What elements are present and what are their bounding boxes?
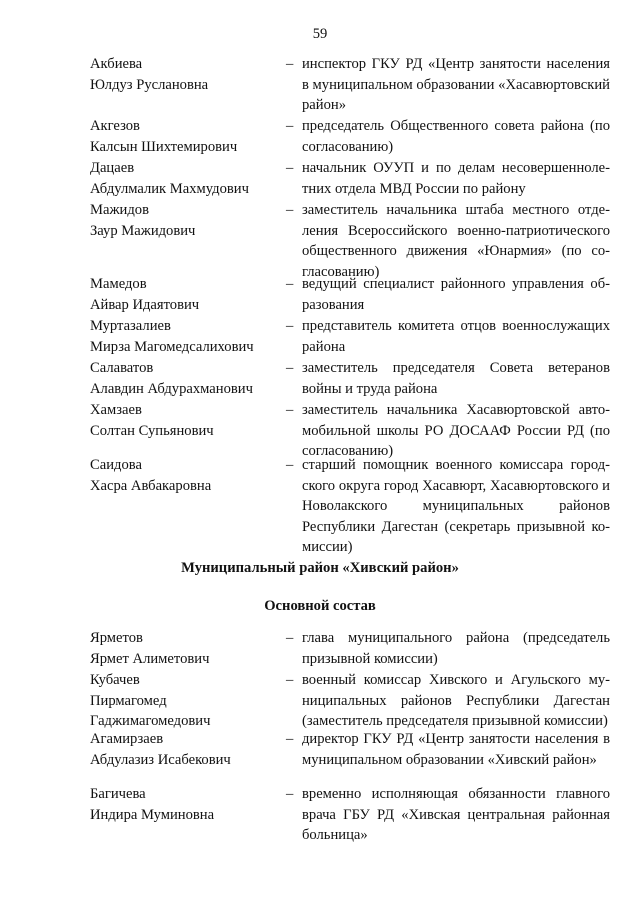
member-given-name: Солтан Супьянович: [90, 422, 214, 439]
member-given-name: Калсын Шихтемирович: [90, 138, 238, 155]
member-given-name: Хасра Авбакаровна: [90, 477, 212, 494]
member-role: [286, 784, 610, 846]
member-surname: Хамзаев: [90, 402, 142, 418]
member-given-name: Юлдуз Руслановна: [90, 76, 209, 93]
member-role: [286, 316, 610, 357]
dash: –: [286, 630, 294, 646]
member-surname: Агамирзаев: [90, 731, 164, 747]
dash: –: [286, 160, 294, 176]
member-given-name: Индира Муминовна: [90, 806, 215, 823]
page-number: 59: [312, 26, 328, 42]
member-name: [90, 784, 275, 825]
member-name: [90, 670, 275, 732]
member-role: [286, 455, 610, 558]
member-role: [286, 274, 610, 315]
member-surname: Кубачев: [90, 672, 140, 688]
member-role: [286, 670, 610, 732]
member-name: [90, 274, 275, 315]
member-given-name: Айвар Идаятович: [90, 296, 200, 313]
member-name: [90, 116, 275, 157]
dash: –: [286, 731, 294, 747]
member-patronymic: Гаджимагомедович: [90, 713, 211, 729]
member-role-text: временно исполняющая обязанности главного врача ГБУ РД «Хивская центральная районная больница»: [302, 786, 610, 843]
member-name: [90, 316, 275, 357]
member-role-text: глава муниципального района (председатель призывной комиссии): [302, 630, 610, 667]
member-given-name: Алавдин Абдурахманович: [90, 380, 253, 397]
district-heading: Муниципальный район «Хивский район»: [181, 560, 459, 576]
member-role-text: инспектор ГКУ РД «Центр занятости населения в муниципальном образовании «Хасавюртовский район»: [302, 56, 610, 113]
dash: –: [286, 402, 294, 418]
member-role: [286, 54, 610, 116]
member-name: [90, 729, 275, 770]
dash: –: [286, 318, 294, 334]
member-surname: Акгезов: [90, 118, 140, 134]
member-surname: Багичева: [90, 786, 146, 802]
member-surname: Дацаев: [90, 160, 135, 176]
member-role-text: заместитель начальника штаба местного отделения Всероссийского военно-патриотического общественного движения «Юнармия» (по согласованию): [302, 202, 610, 280]
dash: –: [286, 118, 294, 134]
member-given-name: Абдулазиз Исабекович: [90, 751, 231, 768]
member-name: [90, 54, 275, 95]
member-name: [90, 158, 275, 199]
dash: –: [286, 786, 294, 802]
member-given-name: Ярмет Алиметович: [90, 650, 210, 667]
dash: –: [286, 457, 294, 473]
member-surname: Муртазалиев: [90, 318, 171, 334]
member-surname: Мамедов: [90, 276, 147, 292]
member-surname: Акбиева: [90, 56, 143, 72]
member-role-text: директор ГКУ РД «Центр занятости населения в муниципальном образовании «Хивский район»: [302, 731, 610, 768]
member-surname: Мажидов: [90, 202, 149, 218]
member-name: [90, 200, 275, 241]
member-given-name: Мирза Магомедсалихович: [90, 338, 254, 355]
member-role-text: начальник ОУУП и по делам несовершеннолетних отдела МВД России по району: [302, 160, 610, 197]
member-role-text: представитель комитета отцов военнослужащих района: [302, 318, 610, 355]
member-surname: Саидова: [90, 457, 142, 473]
member-role-text: старший помощник военного комиссара городского округа город Хасавюрт, Хасавюртовского и Новолакского муниципальных районов Республики Дагестан (секретарь призывной комиссии): [302, 457, 610, 555]
member-role: [286, 116, 610, 157]
member-role: [286, 400, 610, 462]
member-name: [90, 628, 275, 669]
dash: –: [286, 360, 294, 376]
member-role-text: ведущий специалист районного управления образования: [302, 276, 610, 313]
member-surname: Ярметов: [90, 630, 143, 646]
member-given-name: Абдулмалик Махмудович: [90, 180, 249, 197]
member-role-text: заместитель председателя Совета ветеранов войны и труда района: [302, 360, 610, 397]
member-role-text: военный комиссар Хивского и Агульского муниципальных районов Республики Дагестан (заместитель председателя призывной комиссии): [302, 672, 610, 729]
dash: –: [286, 56, 294, 72]
member-role: [286, 628, 610, 669]
member-given-name: Пирмагомед: [90, 692, 167, 709]
composition-heading: Основной состав: [264, 598, 376, 614]
member-role-text: заместитель начальника Хасавюртовской автомобильной школы РО ДОСААФ России РД (по согласованию): [302, 402, 610, 459]
member-given-name: Заур Мажидович: [90, 222, 196, 239]
dash: –: [286, 202, 294, 218]
member-role: [286, 358, 610, 399]
member-name: [90, 400, 275, 441]
member-name: [90, 455, 275, 496]
member-name: [90, 358, 275, 399]
member-surname: Салаватов: [90, 360, 154, 376]
dash: –: [286, 276, 294, 292]
member-role: [286, 158, 610, 199]
member-role-text: председатель Общественного совета района (по согласованию): [302, 118, 610, 155]
member-role: [286, 729, 610, 770]
dash: –: [286, 672, 294, 688]
member-role: [286, 200, 610, 282]
